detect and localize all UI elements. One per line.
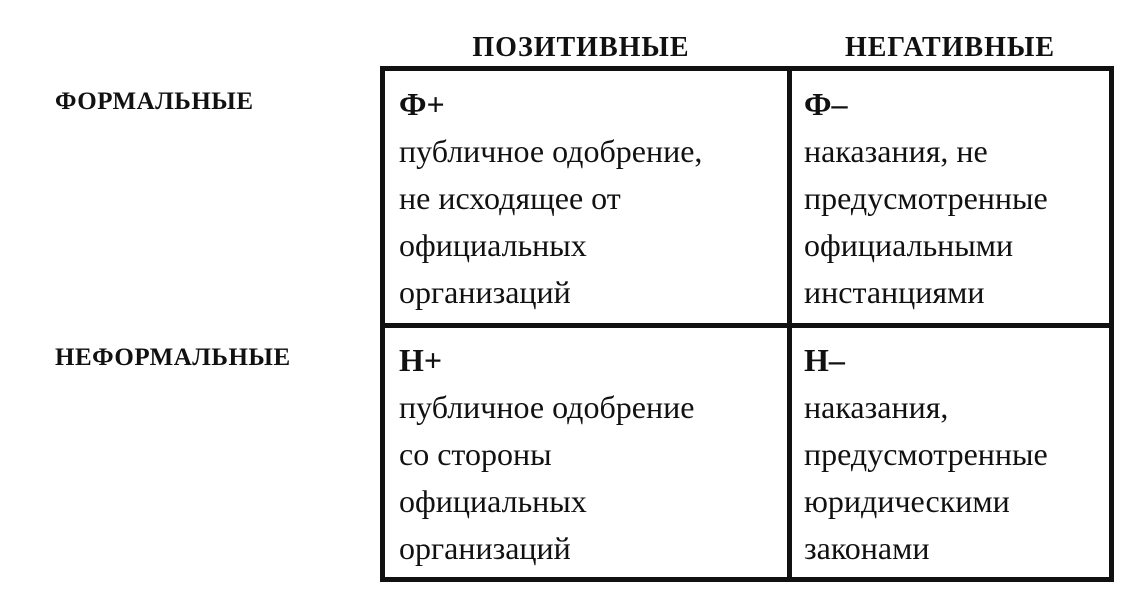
cell-text-line: публичное одобрение, (399, 133, 703, 169)
cell-text-line: наказания, не (804, 133, 988, 169)
cell-informal-positive (399, 337, 694, 572)
cell-text-line: не исходящее от (399, 180, 621, 216)
cell-code: Н+ (399, 342, 443, 378)
cell-text-line: предусмотренные (804, 436, 1048, 472)
cell-formal-positive (399, 81, 702, 316)
cell-text-line: инстанциями (804, 274, 985, 310)
grid-horizontal-divider (385, 323, 1109, 328)
cell-text-line: юридическими (804, 483, 1010, 519)
cell-text-line: наказания, (804, 389, 949, 425)
cell-text-line: со стороны (399, 436, 552, 472)
cell-code: Ф– (804, 86, 848, 122)
cell-text-line: законами (804, 530, 930, 566)
cell-text-line: предусмотренные (804, 180, 1048, 216)
sanctions-grid (380, 66, 1114, 582)
column-header-positive: ПОЗИТИВНЫЕ (472, 32, 690, 63)
cell-text-line: официальных (399, 483, 587, 519)
cell-text-line: официальных (399, 227, 587, 263)
row-header-formal: ФОРМАЛЬНЫЕ (55, 88, 254, 115)
cell-code: Ф+ (399, 86, 445, 122)
cell-text-line: публичное одобрение (399, 389, 695, 425)
column-header-negative: НЕГАТИВНЫЕ (844, 32, 1056, 63)
row-header-informal: НЕФОРМАЛЬНЫЕ (55, 344, 291, 371)
cell-code: Н– (804, 342, 845, 378)
cell-informal-negative (804, 337, 1048, 572)
cell-formal-negative (804, 81, 1048, 316)
cell-text-line: организаций (399, 530, 571, 566)
cell-text-line: организаций (399, 274, 571, 310)
cell-text-line: официальными (804, 227, 1014, 263)
